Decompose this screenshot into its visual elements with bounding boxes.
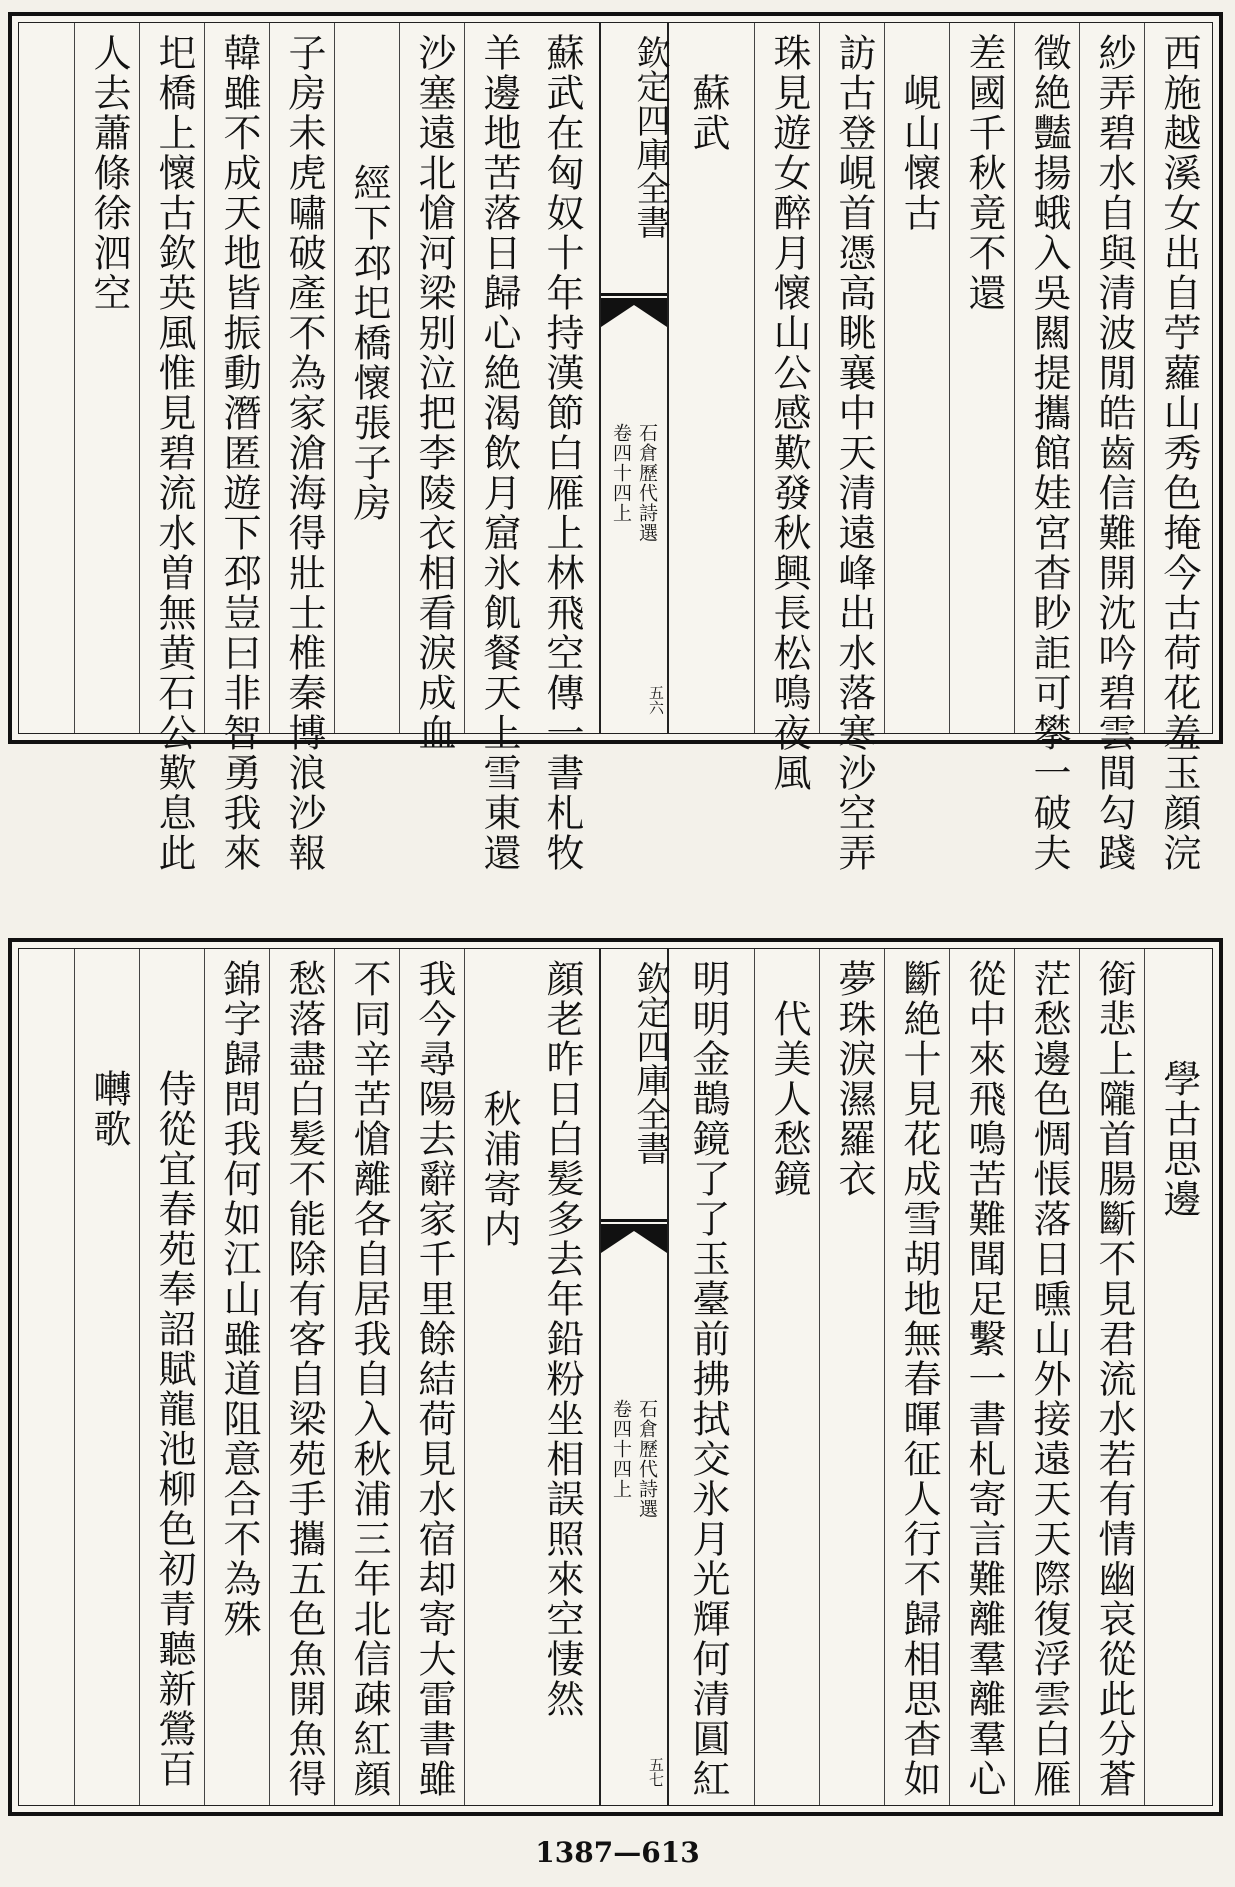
text-column: 沙塞遠北愴河梁别泣把李陵衣相看淚成血 — [412, 33, 456, 753]
text-column: 愁落盡白髪不能除有客自梁苑手攜五色魚開魚得 — [282, 959, 326, 1799]
column-rule — [1014, 23, 1015, 733]
text-column: 夢珠淚濕羅衣 — [832, 959, 876, 1199]
column-rule — [334, 949, 335, 1805]
text-column: 差國千秋竟不還 — [962, 33, 1006, 313]
text-column: 錦字歸問我何如江山雖道阻意合不為殊 — [217, 959, 261, 1639]
text-column: 徵絶豔揚蛾入吳闗提攜館娃宮杳眇詎可攀一破夫 — [1027, 33, 1071, 873]
column-rule — [754, 949, 755, 1805]
bottom-page-frame — [18, 948, 1213, 1806]
column-rule — [74, 23, 75, 733]
column-rule — [819, 949, 820, 1805]
volume-label: 卷四十四上 — [610, 1399, 632, 1499]
text-column: 不同辛苦愴離各自居我自入秋浦三年北信疎紅顔 — [347, 959, 391, 1799]
fishtail-mark — [601, 1219, 667, 1253]
column-rule — [1014, 949, 1015, 1805]
column-rule — [1144, 23, 1145, 733]
poem-title: 經下邳圯橋懷張子房 — [347, 123, 391, 523]
column-rule — [1079, 949, 1080, 1805]
column-rule — [74, 949, 75, 1805]
text-column: 銜悲上隴首腸斷不見君流水若有情幽哀從此分蒼 — [1092, 959, 1136, 1799]
column-rule — [1144, 949, 1145, 1805]
column-rule — [139, 949, 140, 1805]
column-rule — [884, 23, 885, 733]
page-number: 五六 — [647, 685, 665, 715]
book-title: 石倉歷代詩選 — [636, 1399, 658, 1519]
text-column: 羊邊地苦落日歸心絶渴飲月窟氷飢餐天上雪東還 — [477, 33, 521, 873]
column-rule — [269, 23, 270, 733]
poem-title: 學古思邊 — [1157, 1019, 1201, 1219]
column-rule — [204, 949, 205, 1805]
text-column: 茫愁邊色惆悵落日曛山外接遠天天際復浮雲白雁 — [1027, 959, 1071, 1799]
poem-title: 峴山懷古 — [897, 33, 941, 233]
text-column: 訪古登峴首憑高眺襄中天清遠峰出水落寒沙空弄 — [832, 33, 876, 873]
text-column: 蘇武在匈奴十年持漢節白雁上林飛空傳一書札牧 — [540, 33, 584, 873]
column-rule — [269, 949, 270, 1805]
top-page — [8, 12, 1223, 873]
column-rule — [399, 949, 400, 1805]
page-center-margin — [599, 23, 669, 733]
column-rule — [949, 23, 950, 733]
text-column: 珠見遊女醉月懷山公感歎發秋興長松鳴夜風 — [767, 33, 811, 793]
column-rule — [949, 949, 950, 1805]
fishtail-mark — [601, 293, 667, 327]
page-center-margin — [599, 949, 669, 1805]
poem-title: 侍從宜春苑奉詔賦龍池柳色初青聽新鶯百 — [152, 1029, 196, 1789]
top-page-frame — [18, 22, 1213, 873]
text-column: 顔老昨日白髪多去年鉛粉坐相誤照來空悽然 — [540, 959, 584, 1719]
text-column: 我今尋陽去辭家千里餘結荷見水宿却寄大雷書雖 — [412, 959, 456, 1799]
poem-title: 代美人愁鏡 — [767, 959, 811, 1199]
column-rule — [204, 23, 205, 733]
volume-label: 卷四十四上 — [610, 423, 632, 523]
column-rule — [819, 23, 820, 733]
text-column: 從中來飛鳴苦難聞足繫一書札寄言難離羣離羣心 — [962, 959, 1006, 1799]
column-rule — [334, 23, 335, 733]
text-column: 斷絶十見花成雪胡地無春暉征人行不歸相思杳如 — [897, 959, 941, 1799]
text-column: 西施越溪女出自苧蘿山秀色掩今古荷花羞玉顔浣 — [1157, 33, 1201, 873]
book-header-title: 欽定四庫全書 — [630, 961, 670, 1165]
text-column: 韓雖不成天地皆振動潛匿遊下邳豈曰非智勇我來 — [217, 33, 261, 873]
poem-title: 囀歌 — [87, 1029, 131, 1149]
catalog-number: 1387—613 — [535, 1836, 700, 1869]
text-column: 子房未虎嘯破產不為家滄海得壯士椎秦博浪沙報 — [282, 33, 326, 873]
book-header-title: 欽定四庫全書 — [630, 35, 670, 239]
text-column: 人去蕭條徐泗空 — [87, 33, 131, 313]
poem-title: 蘇武 — [686, 33, 730, 153]
bottom-page — [8, 938, 1223, 1816]
column-rule — [139, 23, 140, 733]
text-column: 明明金鵲鏡了了玉臺前拂拭交氷月光輝何清圓紅 — [686, 959, 730, 1799]
column-rule — [399, 23, 400, 733]
text-column: 圯橋上懷古欽英風惟見碧流水曽無黄石公歎息此 — [152, 33, 196, 873]
poem-title: 秋浦寄内 — [477, 1049, 521, 1249]
column-rule — [464, 23, 465, 733]
page-number: 五七 — [647, 1757, 665, 1787]
column-rule — [754, 23, 755, 733]
text-column: 紗弄碧水自與清波閒皓齒信難開沈吟碧雲間勾踐 — [1092, 33, 1136, 873]
book-title: 石倉歷代詩選 — [636, 423, 658, 543]
column-rule — [1079, 23, 1080, 733]
column-rule — [464, 949, 465, 1805]
column-rule — [884, 949, 885, 1805]
